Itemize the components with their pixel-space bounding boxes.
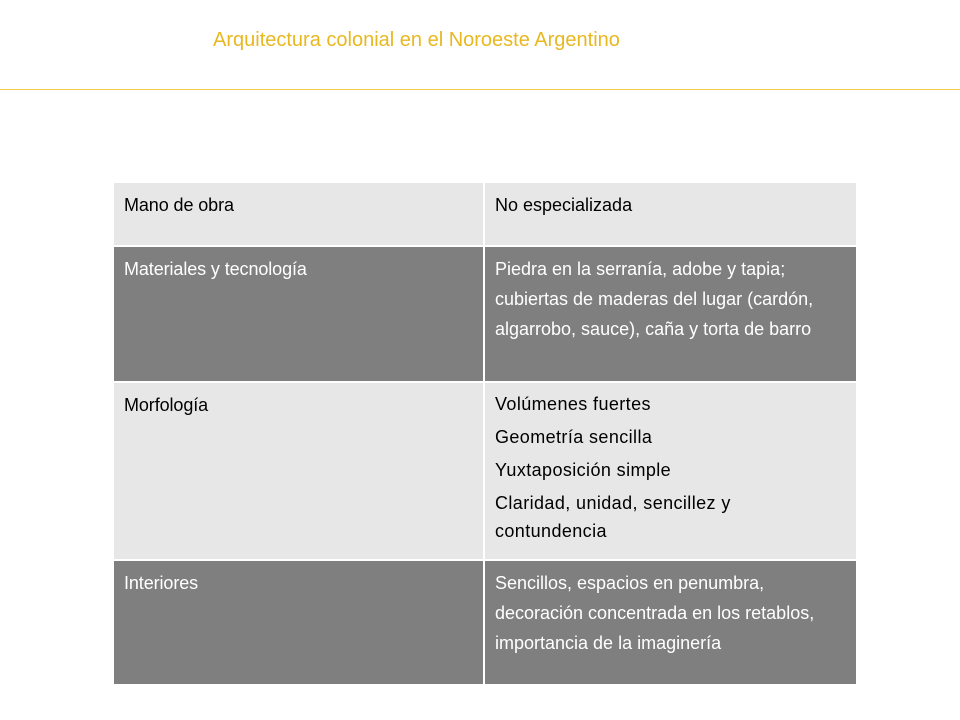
table-row-morfologia — [113, 382, 857, 560]
table-cell-label: Interiores — [113, 560, 484, 684]
table-cell-label: Materiales y tecnología — [113, 246, 484, 382]
morphology-item: Yuxtaposición simple — [495, 460, 672, 480]
architecture-table — [112, 183, 858, 684]
slide-title: Arquitectura colonial en el Noroeste Argentino — [213, 29, 620, 51]
morphology-item: Volúmenes fuertes — [495, 394, 651, 414]
table-cell-label: Morfología — [113, 382, 484, 560]
morphology-item: Claridad, unidad, sencillez y contundencia — [495, 493, 731, 541]
table-row-materiales — [113, 246, 857, 382]
table-cell-value: Sencillos, espacios en penumbra, decoración concentrada en los retablos, importancia de la imaginería — [484, 560, 857, 684]
title-divider — [0, 89, 960, 90]
table-cell-value: Piedra en la serranía, adobe y tapia; cubiertas de maderas del lugar (cardón, algarrobo, sauce), caña y torta de barro — [484, 246, 857, 382]
table-cell-value: No especializada — [484, 183, 857, 246]
table-row-interiores — [113, 560, 857, 684]
morphology-item: Geometría sencilla — [495, 427, 653, 447]
table-cell-value — [484, 382, 857, 560]
table-cell-label: Mano de obra — [113, 183, 484, 246]
table-row-mano-de-obra — [113, 183, 857, 246]
